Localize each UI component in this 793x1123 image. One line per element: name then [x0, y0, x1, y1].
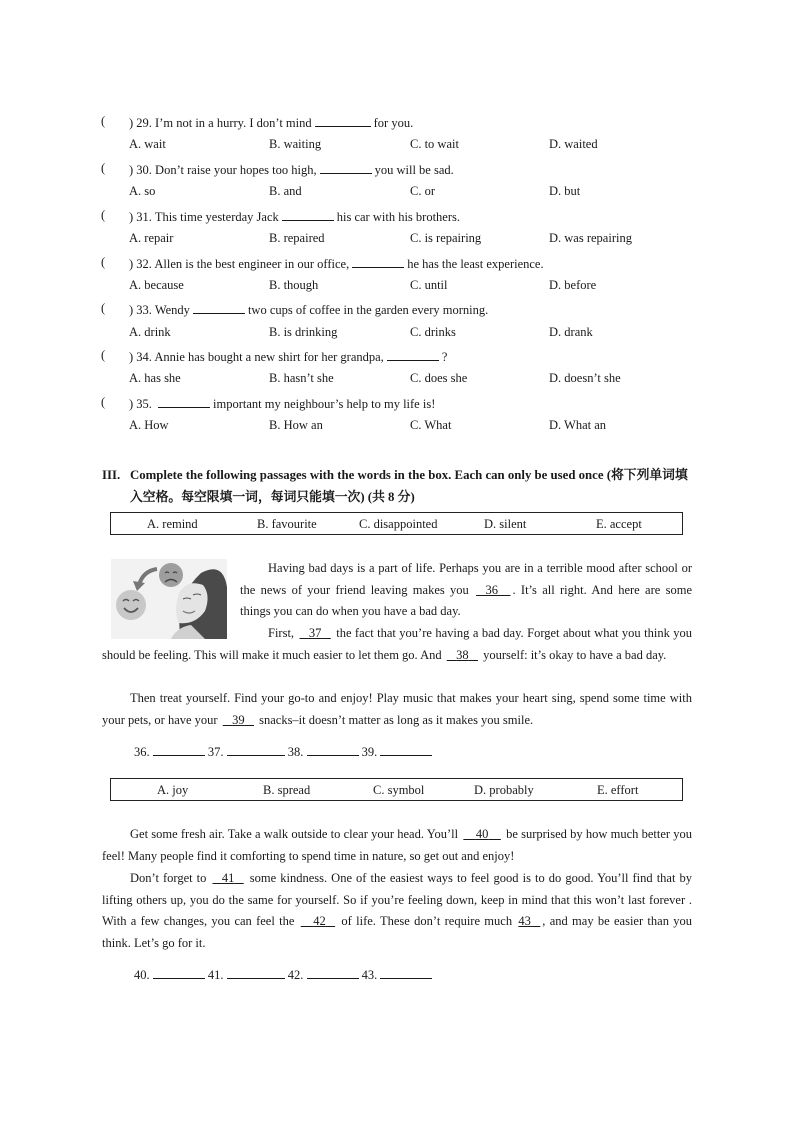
option-a: A. wait: [129, 137, 166, 151]
word-option: C. symbol: [373, 783, 425, 797]
blank-39: 39: [232, 712, 245, 727]
answer-input-36[interactable]: [153, 743, 205, 756]
option-d: D. doesn’t she: [549, 371, 621, 385]
word-option: B. spread: [263, 783, 311, 797]
option-d: D. drank: [549, 325, 593, 339]
blank-42: 42: [313, 914, 326, 929]
answer-lines-36-39: 36. 37. 38. 39.: [134, 743, 432, 760]
option-d: D. was repairing: [549, 231, 632, 245]
option-b: B. and: [269, 184, 302, 198]
answer-blank: [193, 301, 245, 314]
blank-40: 40: [475, 827, 489, 841]
word-option: A. joy: [157, 783, 189, 797]
option-b: B. is drinking: [269, 325, 338, 339]
passage-1-paragraph-2: First, 37 the fact that you’re having a bad day. Forget about what you think you should be feeling. This will make it much easier to let them go. And 38 yourself: it’s okay to have a bad day.: [102, 623, 692, 666]
option-b: B. waiting: [269, 137, 322, 151]
option-c: C. is repairing: [410, 231, 482, 245]
option-c: C. drinks: [410, 325, 456, 339]
answer-input-37[interactable]: [227, 743, 285, 756]
answer-input-38[interactable]: [307, 743, 359, 756]
option-a: A. has she: [129, 371, 181, 385]
option-a: A. How: [129, 418, 169, 432]
blank-41: 41: [221, 871, 235, 885]
option-c: C. to wait: [410, 137, 459, 151]
option-a: A. drink: [129, 325, 171, 339]
option-c: C. or: [410, 184, 435, 198]
word-box-2: [110, 778, 683, 801]
answer-blank: [158, 395, 210, 408]
blank-37: 37: [308, 626, 322, 640]
word-option: E. effort: [597, 783, 639, 797]
option-d: D. waited: [549, 137, 598, 151]
option-b: B. though: [269, 278, 319, 292]
answer-input-42[interactable]: [307, 966, 359, 979]
answer-lines-40-43: 40. 41. 42. 43.: [134, 966, 432, 983]
option-b: B. How an: [269, 418, 323, 432]
word-option: A. remind: [147, 517, 198, 531]
blank-38: 38: [456, 647, 469, 662]
answer-paren-open: (: [101, 114, 106, 128]
blank-43: 43: [518, 914, 531, 929]
word-option: E. accept: [596, 517, 642, 531]
option-b: B. hasn’t she: [269, 371, 334, 385]
option-a: A. repair: [129, 231, 174, 245]
option-b: B. repaired: [269, 231, 325, 245]
answer-blank: [352, 255, 404, 268]
passage-2-paragraph-1: Get some fresh air. Take a walk outside to clear your head. You’ll 40 be surprised by how much better you feel! Many people find it comforting to spend time in nature, so get out and enjoy!: [102, 824, 692, 867]
option-a: A. because: [129, 278, 184, 292]
option-c: C. until: [410, 278, 448, 292]
answer-blank: [320, 161, 372, 174]
answer-input-40[interactable]: [153, 966, 205, 979]
answer-blank: [387, 348, 439, 361]
blank-36: 36: [485, 582, 498, 597]
passage-1-paragraph-3: Then treat yourself. Find your go-to and enjoy! Play music that makes your heart sing, spend some time with your pets, or have your 39 snacks–it doesn’t matter as long as it makes you smile.: [102, 688, 692, 731]
option-c: C. does she: [410, 371, 468, 385]
option-c: C. What: [410, 418, 452, 432]
word-option: C. disappointed: [359, 517, 438, 531]
word-option: D. probably: [474, 783, 534, 797]
section-heading: III. Complete the following passages with the words in the box. Each can only be used once (将下列单词填入空格。每空限填一词，每词只能填一次) (共 8 分): [102, 468, 688, 504]
passage-1-paragraph-1: Having bad days is a part of life. Perhaps you are in a terrible mood after school or the news of your friend leaving makes you 36 . It’s all right. And here are some things you can do when you have a bad day.: [240, 561, 692, 619]
option-a: A. so: [129, 184, 156, 198]
answer-input-41[interactable]: [227, 966, 285, 979]
word-box-1: [110, 512, 683, 535]
answer-input-39[interactable]: [380, 743, 432, 756]
answer-blank: [315, 114, 371, 127]
option-d: D. before: [549, 278, 597, 292]
word-option: B. favourite: [257, 517, 317, 531]
option-d: D. What an: [549, 418, 607, 432]
option-d: D. but: [549, 184, 581, 198]
answer-blank: [282, 208, 334, 221]
answer-input-43[interactable]: [380, 966, 432, 979]
word-option: D. silent: [484, 517, 527, 531]
passage-2-paragraph-2: Don’t forget to 41 some kindness. One of the easiest ways to feel good is to do good. You’ll find that by lifting others up, you do the same for yourself. So if you’re feeling down, keep in mind that this won’t last forever . With a few changes, you can feel the 42 of life. These don’t require much 43 , and may be easier than you think. Let’s go for it.: [102, 868, 692, 955]
